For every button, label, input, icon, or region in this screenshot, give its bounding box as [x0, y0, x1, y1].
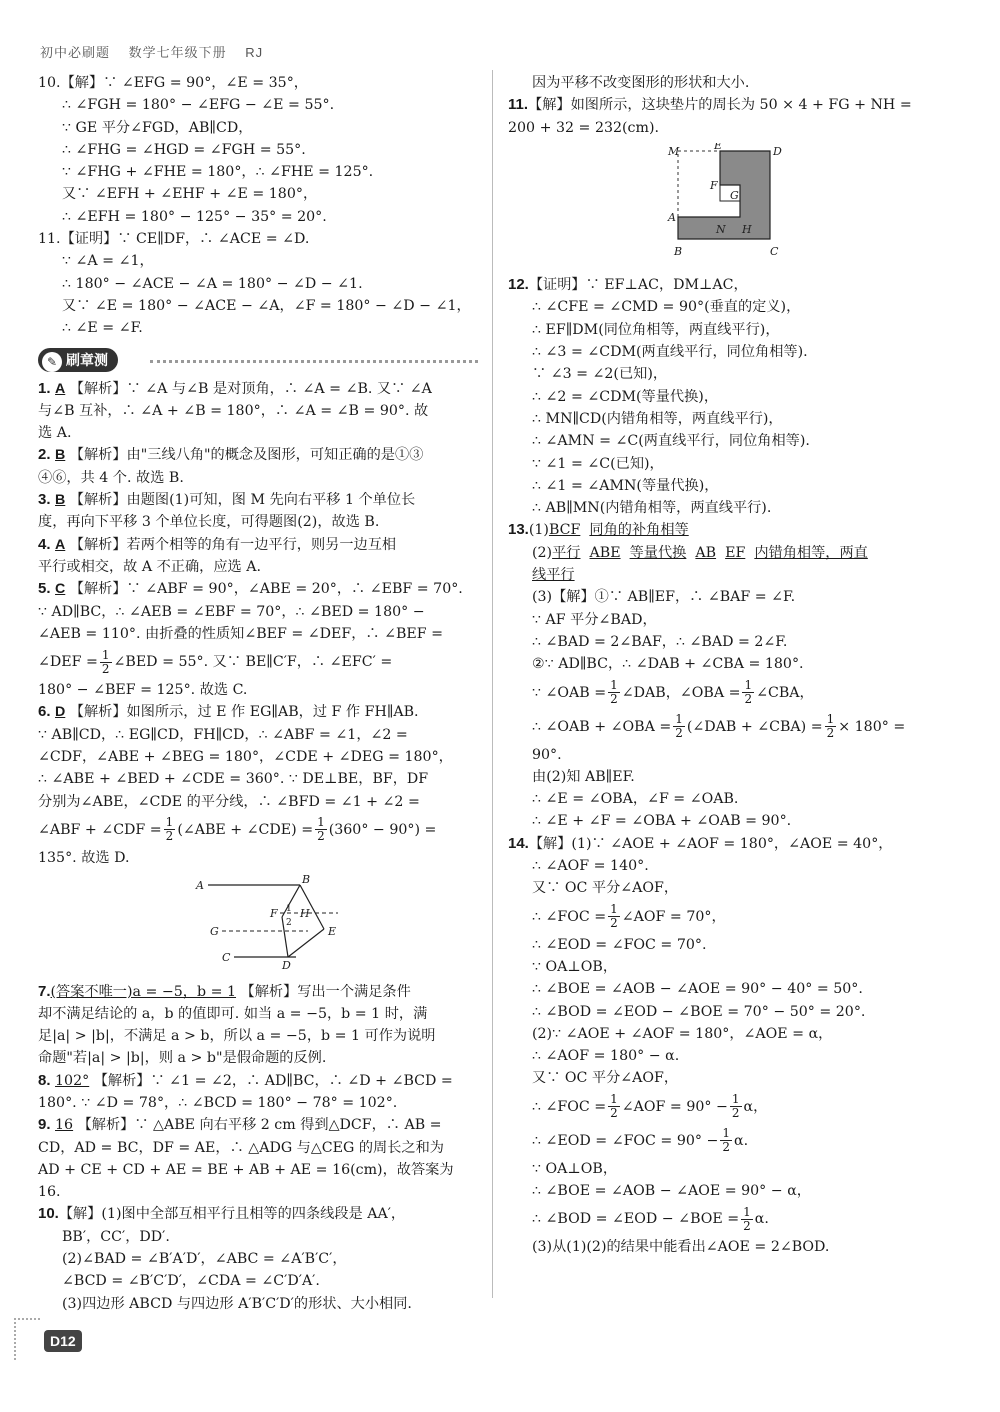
point-label: C	[770, 244, 779, 258]
text-line: 90°.	[532, 746, 562, 763]
blank-answer: 内错角相等，两直	[754, 544, 868, 561]
answer: C	[55, 581, 66, 598]
text-line: 200 + 32 = 232(cm).	[508, 119, 660, 136]
fraction	[742, 679, 754, 706]
text-line: 足|a| > |b|，不满足 a > b，所以 a = −5，b = 1 可作为说明	[38, 1028, 436, 1045]
text-line: ∵ OA⊥OB，	[532, 958, 618, 975]
text: ∠CBA，	[756, 684, 814, 701]
text-line: (3)【解】①∵ AB∥EF，∴ ∠BAF = ∠F.	[532, 589, 796, 606]
denominator: 2	[610, 916, 618, 931]
chapter-q4	[38, 534, 478, 579]
text-line: (3)从(1)(2)的结果中能看出∠AOE = 2∠BOD.	[532, 1239, 830, 1256]
text-line: ∴ ∠2 = ∠CDM(等量代换)，	[532, 388, 719, 405]
text-line: ∵ ∠3 = ∠2(已知)，	[532, 366, 668, 383]
point-label: G	[210, 925, 219, 939]
numerator: 1	[610, 678, 618, 693]
point-label: H	[742, 222, 752, 236]
denominator: 2	[675, 726, 683, 741]
answer: B	[55, 492, 66, 509]
answer: (答案不唯一)a = −5，b = 1	[50, 983, 237, 1000]
denominator: 2	[610, 1106, 618, 1121]
text-line: 180° − ∠BEF = 125°. 故选 C.	[38, 682, 248, 699]
numerator: 1	[165, 815, 174, 830]
fraction	[315, 816, 327, 843]
text: α，	[743, 1098, 768, 1115]
point-label: F	[270, 907, 278, 921]
text-line: ∵ ∠FHG + ∠FHE = 180°，∴ ∠FHE = 125°.	[62, 164, 374, 181]
blank-answer: EF	[725, 544, 746, 561]
text: 【解析】∵ △ABE 向右平移 2 cm 得到△DCF，∴ AB =	[77, 1117, 442, 1134]
question-number: 14.	[508, 834, 529, 852]
numerator: 1	[731, 1092, 740, 1107]
denominator: 2	[731, 1106, 740, 1121]
fraction	[100, 649, 112, 676]
column-divider	[492, 70, 493, 1298]
text-line: 分别为∠ABE，∠CDE 的平分线，∴ ∠BFD = ∠1 + ∠2 =	[38, 793, 420, 810]
point-label: D	[773, 144, 782, 158]
text-line: ∴ ∠1 = ∠AMN(等量代换)，	[532, 477, 719, 494]
text-line: 又∵ ∠E = 180° − ∠ACE − ∠A，∠F = 180° − ∠D − ∠1，	[62, 297, 471, 314]
question-number: 7.	[38, 982, 51, 1000]
text-line: 11.【证明】∵ CE∥DF，∴ ∠ACE = ∠D.	[38, 231, 310, 248]
q11-figure	[508, 143, 948, 270]
text: ∴ ∠BOD = ∠EOD − ∠BOE =	[532, 1211, 740, 1228]
q11-solution	[508, 94, 948, 270]
fraction	[720, 1127, 732, 1154]
denominator: 2	[743, 1218, 751, 1233]
text-line: ∵ GE 平分∠FGD，AB∥CD，	[62, 119, 253, 136]
text-line: ∵ AF 平分∠BAD，	[532, 611, 657, 628]
text-line: ∠BCD = ∠B′C′D′，∠CDA = ∠C′D′A′.	[62, 1273, 320, 1290]
question-number: 1.	[38, 379, 51, 397]
text-line: ∴ ∠3 = ∠CDM(两直线平行，同位角相等).	[532, 344, 808, 361]
text-line: ∴ ∠FGH = 180° − ∠EFG − ∠E = 55°.	[62, 97, 335, 114]
text: α.	[734, 1132, 749, 1149]
numerator: 1	[610, 902, 618, 917]
text: 【证明】∵ EF⊥AC，DM⊥AC，	[528, 277, 748, 294]
text-line: CD，AD = BC，DF = AE，∴ △ADG 与△CEG 的周长之和为	[38, 1139, 444, 1156]
point-label: G	[730, 188, 739, 202]
dotted-rule	[150, 360, 478, 363]
question-number: 6.	[38, 703, 51, 721]
text: 【解】如图所示，这块垫片的周长为 50 × 4 + FG + NH =	[528, 97, 912, 114]
text-line: ∴ ∠CFE = ∠CMD = 90°(垂直的定义)，	[532, 299, 801, 316]
blank-answer: ABE	[589, 544, 621, 561]
text-line: ∴ ∠BOE = ∠AOB − ∠AOE = 90° − α，	[532, 1182, 811, 1199]
text-line: ∴ ∠E = ∠OBA，∠F = ∠OAB.	[532, 791, 739, 808]
point-label: E	[328, 925, 337, 939]
point-label: E	[714, 142, 723, 152]
text-line: ②∵ AD∥BC，∴ ∠DAB + ∠CBA = 180°.	[532, 656, 804, 673]
answer: A	[55, 380, 66, 397]
chapter-q3	[38, 489, 478, 534]
page-number: D12	[44, 1330, 82, 1352]
numerator: 1	[101, 647, 110, 662]
text: ∠AOF = 70°，	[621, 908, 726, 925]
fraction	[730, 1093, 742, 1120]
text: (360° − 90°) =	[328, 821, 437, 838]
text-line: ∴ ∠AOF = 180° − α.	[532, 1048, 680, 1065]
blank-answer: AB	[695, 544, 717, 561]
left-column	[38, 72, 478, 1315]
pencil-icon: ✎	[42, 352, 62, 372]
text: 【解】(1)∵ ∠AOE + ∠AOF = 180°，∠AOE = 40°，	[528, 835, 893, 852]
text: ∠AOF = 90° −	[621, 1098, 728, 1115]
subject-title: 数学七年级下册	[128, 45, 227, 60]
text-line: ∴ ∠EOD = ∠FOC = 70°.	[532, 936, 707, 953]
question-number: 13.	[508, 521, 529, 539]
fraction	[608, 903, 620, 930]
fraction	[673, 713, 685, 740]
numerator: 1	[317, 815, 325, 830]
text: 【解析】写出一个满足条件	[240, 983, 411, 1000]
answer: 16	[55, 1117, 74, 1134]
text-line: AD + CE + CD + AE = BE + AB + AE = 16(cm)，故答案为	[38, 1161, 454, 1178]
angle-label: 1	[286, 904, 292, 915]
text-line: (2)∵ ∠AOE + ∠AOF = 180°，∠AOE = α，	[532, 1025, 833, 1042]
q6-figure	[38, 873, 478, 976]
fraction	[608, 679, 620, 706]
q12-proof	[508, 274, 948, 519]
text: 【解析】若两个相等的角有一边平行，则另一边互相	[69, 536, 397, 553]
answer: 102°	[55, 1072, 90, 1089]
text-line: 180°. ∵ ∠D = 78°，∴ ∠BCD = 180° − 78° = 102°.	[38, 1094, 398, 1111]
text: ∠DEF =	[38, 654, 98, 671]
numerator: 1	[826, 712, 835, 727]
text-line: ∴ ∠BAD = 2∠BAF，∴ ∠BAD = 2∠F.	[532, 633, 788, 650]
blank-answer: 线平行	[532, 567, 575, 584]
point-label: A	[196, 879, 204, 893]
book-title: 初中必刷题	[40, 45, 111, 60]
text-line: ∵ ∠A = ∠1，	[62, 253, 154, 270]
text-line: 选 A.	[38, 425, 72, 442]
point-label: D	[282, 959, 291, 970]
text-line: 由(2)知 AB∥EF.	[532, 768, 635, 785]
text-line: (2)∠BAD = ∠B′A′D′，∠ABC = ∠A′B′C′，	[62, 1251, 347, 1268]
text-line: 平行或相交，故 A 不正确，应选 A.	[38, 558, 261, 575]
text-line: 却不满足结论的 a，b 的值即可. 如当 a = −5，b = 1 时，满	[38, 1005, 428, 1022]
numerator: 1	[743, 1204, 751, 1219]
text: ∴ ∠EOD = ∠FOC = 90° −	[532, 1132, 719, 1149]
section-badge	[38, 348, 118, 372]
point-label: F	[710, 178, 718, 192]
text-line: 度，再向下平移 3 个单位长度，可得题图(2)，故选 B.	[38, 514, 380, 531]
denominator: 2	[722, 1140, 731, 1155]
text-line: ∴ 180° − ∠ACE − ∠A = 180° − ∠D − ∠1.	[62, 275, 363, 292]
q13-solution	[508, 519, 948, 832]
text: α.	[754, 1211, 769, 1228]
chapter-q5	[38, 578, 478, 701]
text-line: 与∠B 互补，∴ ∠A + ∠B = 180°，∴ ∠A = ∠B = 90°. 故	[38, 402, 429, 419]
text-line: (3)四边形 ABCD 与四边形 A′B′C′D′的形状、大小相同.	[62, 1295, 412, 1312]
right-column	[508, 72, 948, 1259]
text: 【解析】由"三线八角"的概念及图形，可知正确的是①③	[69, 447, 424, 464]
text: 【解析】∵ ∠1 = ∠2，∴ AD∥BC，∴ ∠D + ∠BCD =	[93, 1072, 453, 1089]
text-line: ∴ EF∥DM(同位角相等，两直线平行)，	[532, 321, 780, 338]
q10-solution	[38, 72, 478, 228]
chapter-q9	[38, 1114, 478, 1203]
chapter-q10	[38, 1203, 478, 1314]
text-line: 又∵ OC 平分∠AOF，	[532, 1070, 679, 1087]
chapter-q1	[38, 378, 478, 445]
chapter-q6	[38, 701, 478, 976]
text-line: ∴ ∠FHG = ∠HGD = ∠FGH = 55°.	[62, 141, 306, 158]
point-label: B	[302, 873, 311, 887]
question-number: 5.	[38, 580, 51, 598]
text-line: ∴ ∠EFH = 180° − 125° − 35° = 20°.	[62, 208, 327, 225]
text: 【解析】如图所示，过 E 作 EG∥AB，过 F 作 FH∥AB.	[69, 704, 419, 721]
text: (2)	[532, 544, 553, 561]
numerator: 1	[722, 1126, 731, 1141]
text: (1)	[528, 522, 549, 539]
chapter-q7	[38, 981, 478, 1070]
text-line: 又∵ OC 平分∠AOF，	[532, 880, 679, 897]
angle-diagram	[38, 873, 478, 969]
text-line: ∵ AD∥BC，∴ ∠AEB = ∠EBF = 70°，∴ ∠BED = 180° −	[38, 603, 425, 620]
question-number: 9.	[38, 1116, 51, 1134]
text-line: ∠AEB = 110°. 由折叠的性质知∠BEF = ∠DEF，∴ ∠BEF =	[38, 625, 444, 642]
text: ∴ ∠OAB + ∠OBA =	[532, 718, 672, 735]
text-line: 命题"若|a| > |b|，则 a > b"是假命题的反例.	[38, 1050, 327, 1067]
text-line: ∴ ∠AOF = 140°.	[532, 858, 649, 875]
numerator: 1	[744, 678, 753, 693]
question-number: 4.	[38, 535, 51, 553]
gasket-diagram	[508, 143, 948, 263]
blank-answer: 平行	[552, 544, 581, 561]
angle-label: 2	[286, 918, 292, 929]
q14-solution	[508, 833, 948, 1259]
text: ∠BED = 55°. 又∵ BE∥C′F，∴ ∠EFC′ =	[113, 654, 393, 671]
fraction	[164, 816, 176, 843]
question-number: 3.	[38, 491, 51, 509]
text: 【解析】∵ ∠ABF = 90°，∠ABE = 20°，∴ ∠EBF = 70°.	[69, 581, 463, 598]
text-line: ∴ ∠E = ∠F.	[62, 320, 143, 337]
text-line: 10.【解】∵ ∠EFG = 90°，∠E = 35°，	[38, 75, 308, 91]
blank-answer: 同角的补角相等	[589, 522, 689, 539]
text: 【解析】由题图(1)可知，图 M 先向右平移 1 个单位长	[69, 492, 416, 509]
answer: B	[55, 447, 66, 464]
denominator: 2	[744, 692, 753, 707]
text: 【解析】∵ ∠A 与∠B 是对顶角，∴ ∠A = ∠B. 又∵ ∠A	[69, 380, 432, 397]
denominator: 2	[826, 726, 835, 741]
text: (∠DAB + ∠CBA) =	[686, 718, 823, 735]
page-header	[40, 42, 960, 68]
q11-proof	[38, 228, 478, 339]
point-label: N	[716, 222, 726, 236]
denominator: 2	[101, 661, 110, 676]
point-label: A	[668, 210, 676, 224]
text: ∵ ∠OAB =	[532, 684, 607, 701]
question-number: 8.	[38, 1071, 51, 1089]
text-line: ∠CDF，∠ABE + ∠BEG = 180°，∠CDE + ∠DEG = 180°，	[38, 749, 453, 766]
chapter-q2	[38, 444, 478, 489]
question-number: 10.	[38, 1205, 59, 1223]
section-header	[38, 346, 478, 374]
text-line: ∵ ∠1 = ∠C(已知)，	[532, 455, 664, 472]
fraction	[608, 1093, 620, 1120]
text-line: ④⑥，共 4 个. 故选 B.	[38, 469, 184, 486]
text-line: ∴ AB∥MN(内错角相等，两直线平行).	[532, 500, 772, 517]
fraction	[825, 713, 837, 740]
text-line: 135°. 故选 D.	[38, 849, 130, 866]
text-line: ∴ ∠BOD = ∠EOD − ∠BOE = 70° − 50° = 20°.	[532, 1003, 866, 1020]
text-line: 又∵ ∠EFH + ∠EHF + ∠E = 180°，	[62, 186, 318, 203]
text: (∠ABE + ∠CDE) =	[177, 821, 314, 838]
point-label: M	[668, 144, 680, 158]
numerator: 1	[675, 712, 683, 727]
answer: D	[55, 704, 66, 721]
denominator: 2	[165, 829, 174, 844]
point-label: B	[674, 244, 683, 258]
text: ∴ ∠FOC =	[532, 1098, 607, 1115]
point-label: C	[222, 951, 231, 965]
corner-decoration	[14, 1318, 40, 1360]
text-line: 因为平移不改变图形的形状和大小.	[532, 75, 750, 91]
text: × 180° =	[838, 718, 906, 735]
answer: A	[55, 536, 66, 553]
text: ∠ABF + ∠CDF =	[38, 821, 162, 838]
text-line: ∴ ∠AMN = ∠C(两直线平行，同位角相等).	[532, 433, 810, 450]
denominator: 2	[317, 829, 325, 844]
text-line: ∵ AB∥CD，∴ EG∥CD，FH∥CD，∴ ∠ABF = ∠1，∠2 =	[38, 726, 408, 743]
edition-label: RJ	[245, 45, 264, 60]
text-line: ∴ MN∥CD(内错角相等，两直线平行)，	[532, 410, 783, 427]
blank-answer: BCF	[548, 522, 581, 539]
text-line: ∴ ∠E + ∠F = ∠OBA + ∠OAB = 90°.	[532, 813, 792, 830]
section-title: 刷章测	[66, 351, 108, 368]
question-number: 2.	[38, 446, 51, 464]
point-label: H	[300, 907, 310, 921]
text-line: 16.	[38, 1184, 61, 1201]
text-line: BB′，CC′，DD′.	[62, 1228, 170, 1245]
denominator: 2	[610, 692, 618, 707]
blank-answer: 等量代换	[629, 544, 687, 561]
text-line: ∵ OA⊥OB，	[532, 1160, 618, 1177]
question-number: 12.	[508, 276, 529, 294]
question-number: 11.	[508, 96, 529, 114]
text-line: ∴ ∠ABE + ∠BED + ∠CDE = 360°. ∵ DE⊥BE，BF，DF	[38, 771, 429, 788]
fraction	[741, 1206, 753, 1233]
text: ∠DAB，∠OBA =	[621, 684, 741, 701]
text: 【解】(1)图中全部互相平行且相等的四条线段是 AA′，	[58, 1206, 406, 1223]
chapter-q8	[38, 1070, 478, 1115]
numerator: 1	[610, 1092, 618, 1107]
text-line: ∴ ∠BOE = ∠AOB − ∠AOE = 90° − 40° = 50°.	[532, 981, 863, 998]
text: ∴ ∠FOC =	[532, 908, 607, 925]
